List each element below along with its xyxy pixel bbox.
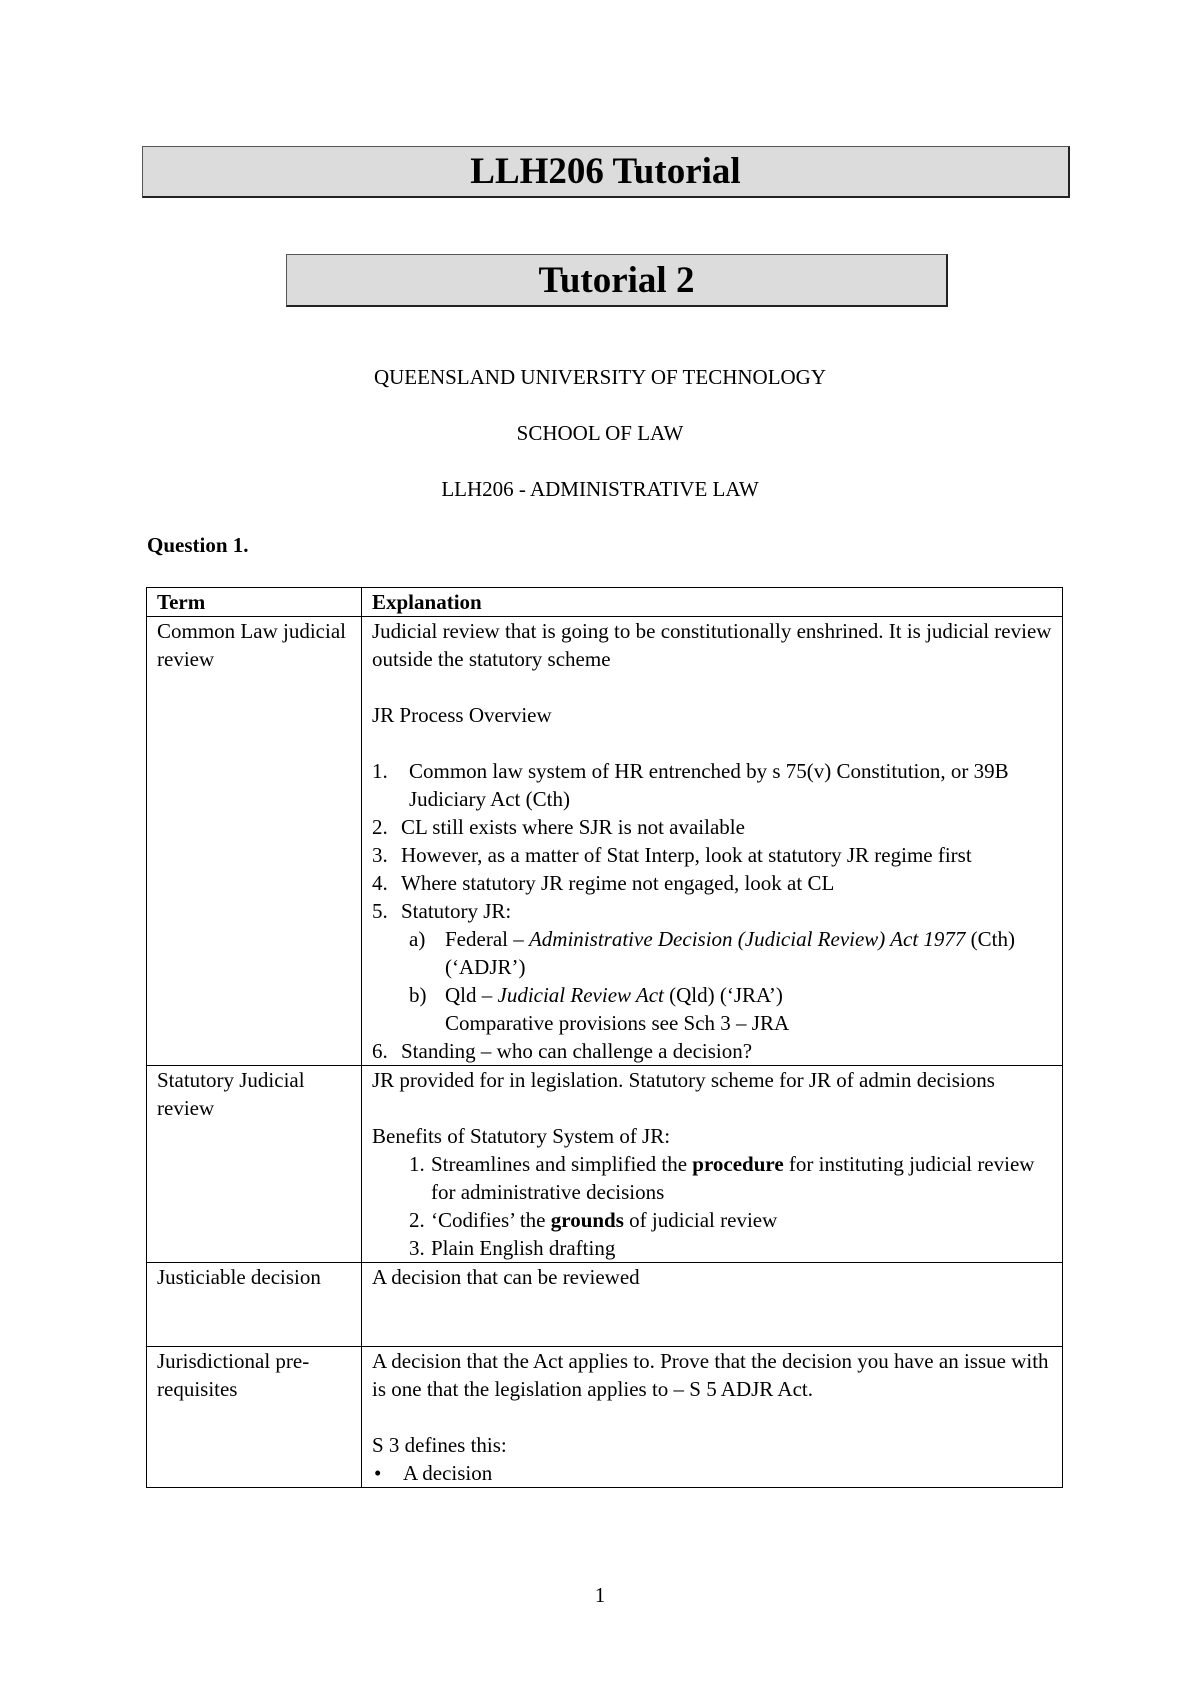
school-name: SCHOOL OF LAW: [516, 421, 684, 445]
list-item: 6. Standing – who can challenge a decision?: [372, 1039, 753, 1063]
sub-list-note: Comparative provisions see Sch 3 – JRA: [445, 1011, 790, 1035]
explanation-intro: A decision that the Act applies to. Prove that the decision you have an issue with is one that the legislation applies to – S 5 ADJR Act.: [372, 1349, 1049, 1401]
list-item: 3. Plain English drafting: [409, 1236, 616, 1260]
sub-list-item: a) Federal – Administrative Decision (Judicial Review) Act 1977 (Cth) (‘ADJR’): [409, 927, 1015, 979]
term-cell: Jurisdictional pre-requisites: [147, 1347, 362, 1488]
table-header-row: [147, 588, 1063, 617]
benefits-heading: Benefits of Statutory System of JR:: [372, 1124, 671, 1148]
table-row: [147, 1066, 1063, 1263]
table-row: [147, 1263, 1063, 1347]
bullet-icon: •: [374, 1461, 382, 1485]
question-heading: Question 1.: [147, 533, 249, 557]
table-row: [147, 1347, 1063, 1488]
tutorial-subtitle: Tutorial 2: [286, 254, 948, 307]
overview-heading: JR Process Overview: [372, 703, 552, 727]
course-name: LLH206 - ADMINISTRATIVE LAW: [441, 477, 759, 501]
header-term: Term: [147, 588, 362, 617]
explanation-cell: [362, 1066, 1063, 1263]
sub-list-item: b) Qld – Judicial Review Act (Qld) (‘JRA’): [409, 983, 783, 1007]
list-item: 1. Streamlines and simplified the procedure for instituting judicial review for administrative decisions: [409, 1152, 1035, 1204]
list-item: 1. Common law system of HR entrenched by s 75(v) Constitution, or 39B Judiciary Act (Cth): [372, 759, 1009, 811]
document-title: LLH206 Tutorial: [142, 146, 1070, 198]
page-number: 1: [594, 1583, 606, 1607]
list-item: 2. ‘Codifies’ the grounds of judicial review: [409, 1208, 778, 1232]
definition-heading: S 3 defines this:: [372, 1433, 507, 1457]
explanation-intro: Judicial review that is going to be constitutionally enshrined. It is judicial review outside the statutory scheme: [372, 619, 1052, 671]
list-item: 3. However, as a matter of Stat Interp, look at statutory JR regime first: [372, 843, 972, 867]
term-cell: Common Law judicial review: [147, 617, 362, 1066]
term-cell: Justiciable decision: [147, 1263, 362, 1347]
explanation-intro: JR provided for in legislation. Statutory scheme for JR of admin decisions: [372, 1068, 995, 1092]
explanation-cell: [362, 1347, 1063, 1488]
explanation-cell: [362, 617, 1063, 1066]
term-cell: Statutory Judicial review: [147, 1066, 362, 1263]
terms-table: [146, 587, 1063, 1488]
list-item: 4. Where statutory JR regime not engaged, look at CL: [372, 871, 835, 895]
bullet-item: • A decision: [374, 1461, 493, 1485]
university-name: QUEENSLAND UNIVERSITY OF TECHNOLOGY: [373, 365, 827, 389]
table-row: [147, 617, 1063, 1066]
header-explanation: Explanation: [362, 588, 1063, 617]
explanation-cell: A decision that can be reviewed: [362, 1263, 1063, 1347]
list-item: 2. CL still exists where SJR is not available: [372, 815, 745, 839]
list-item: 5. Statutory JR:: [372, 899, 512, 923]
